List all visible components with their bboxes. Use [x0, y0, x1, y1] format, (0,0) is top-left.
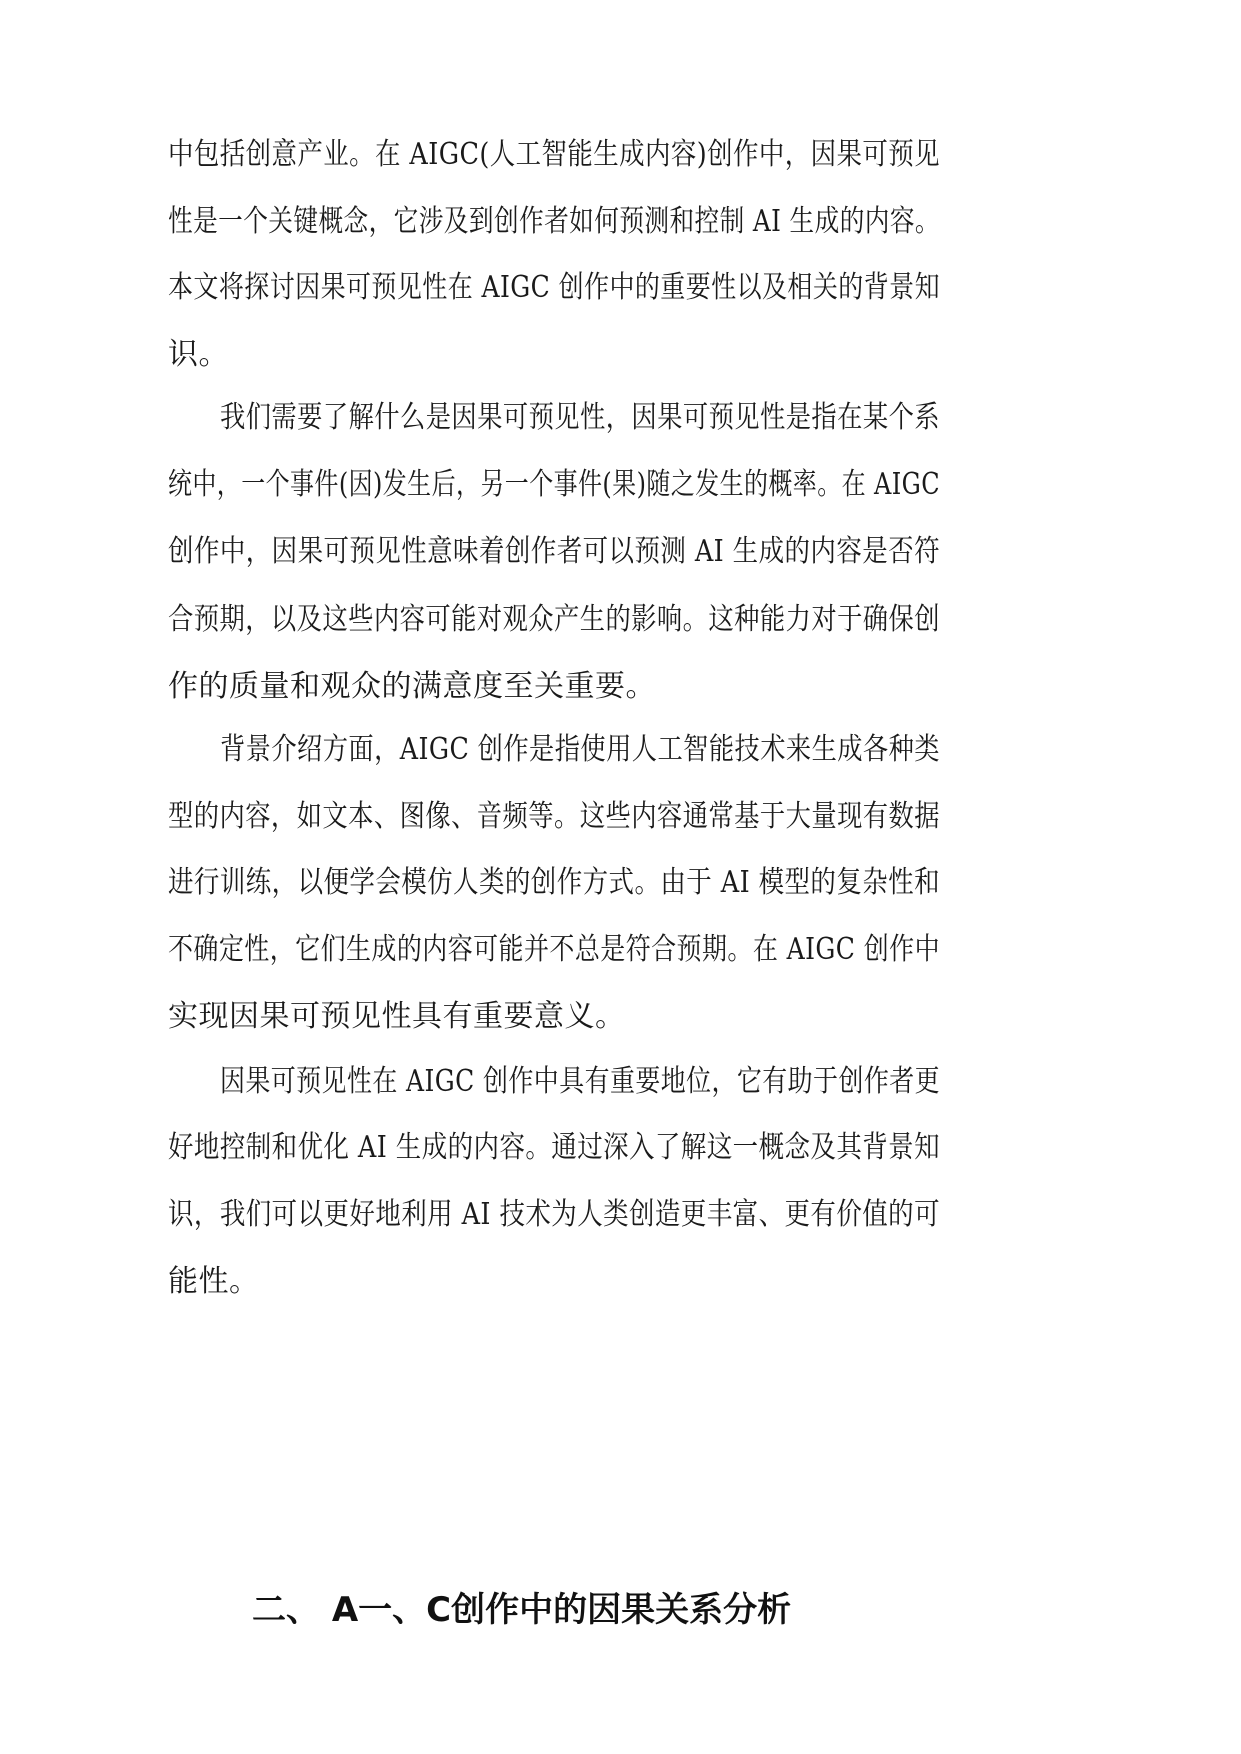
paragraph-2-line-2: 统中，一个事件(因)发生后，另一个事件(果)随之发生的概率。在 AIGC	[168, 467, 940, 502]
paragraph-2-line-4: 合预期，以及这些内容可能对观众产生的影响。这种能力对于确保创	[168, 602, 940, 637]
paragraph-3-line-1: 背景介绍方面，AIGC 创作是指使用人工智能技术来生成各种类	[220, 732, 940, 767]
section-heading: 二、 A一、C创作中的因果关系分析	[252, 1590, 792, 1630]
paragraph-4-line-1: 因果可预见性在 AIGC 创作中具有重要地位，它有助于创作者更	[220, 1064, 940, 1099]
paragraph-2-line-1: 我们需要了解什么是因果可预见性，因果可预见性是指在某个系	[220, 400, 940, 435]
paragraph-4-line-2: 好地控制和优化 AI 生成的内容。通过深入了解这一概念及其背景知	[168, 1130, 940, 1165]
paragraph-2-line-5: 作的质量和观众的满意度至关重要。	[168, 669, 656, 704]
paragraph-3-line-4: 不确定性，它们生成的内容可能并不总是符合预期。在 AIGC 创作中	[168, 932, 940, 967]
paragraph-1-line-3: 本文将探讨因果可预见性在 AIGC 创作中的重要性以及相关的背景知	[168, 270, 940, 305]
paragraph-1-line-4: 识。	[168, 337, 229, 372]
paragraph-3-line-5: 实现因果可预见性具有重要意义。	[168, 999, 626, 1034]
paragraph-3-line-3: 进行训练，以便学会模仿人类的创作方式。由于 AI 模型的复杂性和	[168, 865, 940, 900]
paragraph-1-line-1: 中包括创意产业。在 AIGC(人工智能生成内容)创作中，因果可预见	[168, 137, 940, 172]
paragraph-2-line-3: 创作中，因果可预见性意味着创作者可以预测 AI 生成的内容是否符	[168, 534, 940, 569]
paragraph-1-line-2: 性是一个关键概念，它涉及到创作者如何预测和控制 AI 生成的内容。	[168, 204, 940, 239]
paragraph-4-line-3: 识，我们可以更好地利用 AI 技术为人类创造更丰富、更有价值的可	[168, 1197, 940, 1232]
paragraph-3-line-2: 型的内容，如文本、图像、音频等。这些内容通常基于大量现有数据	[168, 799, 940, 834]
paragraph-4-line-4: 能性。	[168, 1264, 260, 1299]
